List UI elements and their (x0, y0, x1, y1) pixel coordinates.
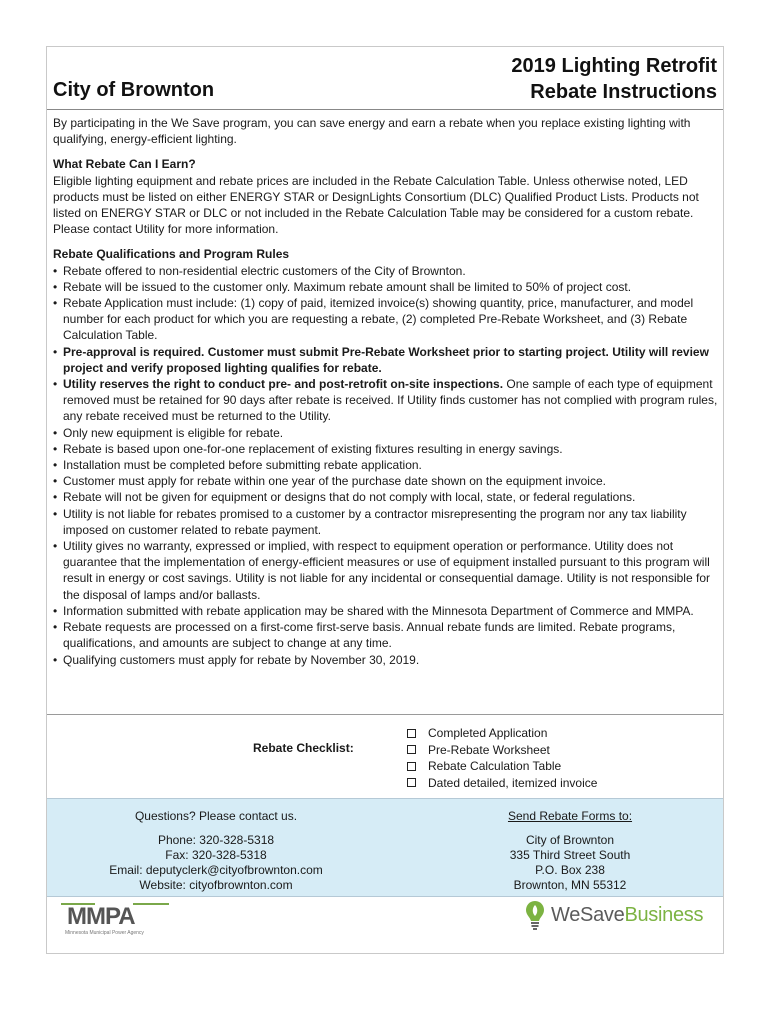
rule-text: Rebate requests are processed on a first-come first-serve basis. Annual rebate funds are limited. Rebate programs, qualifications, and amounts are subject to change at any time. (63, 620, 676, 651)
mmpa-logo-icon (61, 900, 171, 936)
city-name: City of Brownton (53, 79, 215, 101)
rule-item (53, 489, 719, 505)
rule-text: Rebate offered to non-residential electric customers of the City of Brownton. (63, 263, 466, 278)
document-page (46, 46, 724, 954)
bullet-icon: • (53, 441, 58, 456)
rule-bold-text: Pre-approval is required. Customer must submit Pre-Rebate Worksheet prior to starting project. Utility will review project and verify proposed lighting qualifies for rebate. (63, 344, 709, 375)
lightbulb-icon (525, 900, 545, 930)
bullet-icon: • (53, 620, 58, 635)
document-body (53, 115, 719, 668)
mailing-address (470, 809, 670, 893)
contact-fax: Fax: 320-328-5318 (165, 848, 267, 862)
rule-bold-text: Utility reserves the right to conduct pre- and post-retrofit on-site inspections. (63, 377, 504, 392)
rules-heading: Rebate Qualifications and Program Rules (53, 247, 290, 262)
checkbox-icon[interactable] (407, 762, 416, 771)
rule-text: Installation must be completed before submitting rebate application. (63, 458, 422, 473)
bullet-icon: • (53, 425, 58, 440)
rules-list (53, 263, 719, 668)
intro-paragraph: By participating in the We Save program, you can save energy and earn a rebate when you replace existing lighting with qualifying, energy-efficient lighting. (53, 116, 691, 147)
bullet-icon: • (53, 506, 58, 521)
rule-text: Information submitted with rebate application may be shared with the Minnesota Department of Commerce and MMPA. (63, 603, 694, 618)
rule-item (53, 376, 719, 425)
bullet-icon: • (53, 377, 58, 392)
rule-text: Rebate Application must include: (1) copy of paid, itemized invoice(s) showing quantity, price, manufacturer, and model number for each product for which you are requesting a rebate, (2) completed Pre-Rebate Worksheet, and (3) Rebate Calculation Table. (63, 296, 694, 343)
address-line-4: Brownton, MN 55312 (513, 878, 627, 892)
rule-item (53, 652, 719, 668)
bullet-icon: • (53, 458, 58, 473)
checkbox-icon[interactable] (407, 778, 416, 787)
wesave-business-logo (525, 900, 703, 930)
checklist-item[interactable]: Dated detailed, itemized invoice (407, 775, 597, 792)
rule-text: Rebate will not be given for equipment or designs that do not comply with local, state, or federal regulations. (63, 490, 636, 505)
checklist-label: Rebate Checklist: (253, 741, 354, 755)
contact-website[interactable]: Website: cityofbrownton.com (139, 878, 293, 892)
contact-heading: Questions? Please contact us. (134, 809, 298, 823)
rule-item (53, 603, 719, 619)
send-heading: Send Rebate Forms to: (507, 809, 633, 823)
checklist-items (407, 725, 597, 791)
rule-item (53, 441, 719, 457)
bullet-icon: • (53, 652, 58, 667)
bullet-icon: • (53, 474, 58, 489)
bullet-icon: • (53, 279, 58, 294)
bullet-icon: • (53, 263, 58, 278)
earn-paragraph: Eligible lighting equipment and rebate prices are included in the Rebate Calculation Table. Unless otherwise noted, LED products must be listed on either ENERGY STAR or DesignLights Consortium (DLC) Qualified Product Lists. Products not listed on ENERGY STAR or DLC or not included in the Rebate Calculation Table may be considered for a custom rebate. Please contact Utility for more information. (53, 173, 699, 237)
rule-item (53, 538, 719, 603)
wesave-business-text: WeSaveBusiness (551, 903, 704, 926)
svg-text:MMPA: MMPA (67, 903, 135, 930)
checklist-item[interactable]: Pre-Rebate Worksheet (407, 742, 597, 759)
bullet-icon: • (53, 490, 58, 505)
bullet-icon: • (53, 603, 58, 618)
rule-text: Rebate is based upon one-for-one replacement of existing fixtures resulting in energy savings. (63, 441, 563, 456)
rule-text: Rebate will be issued to the customer only. Maximum rebate amount shall be limited to 50% of project cost. (63, 279, 632, 294)
contact-section (47, 798, 723, 897)
contact-phone: Phone: 320-328-5318 (157, 833, 275, 847)
rule-text: Utility is not liable for rebates promised to a customer by a contractor misrepresenting the program nor any tax liability imposed on customer related to rebate payment. (63, 506, 687, 537)
checkbox-icon[interactable] (407, 729, 416, 738)
title-line-1: 2019 Lighting Retrofit (511, 55, 717, 77)
document-title (511, 53, 717, 105)
rule-text: One sample of each type of equipment removed must be retained for 90 days after rebate is received. If Utility finds customer has not complied with program rules, any rebate received must be returned to the Utility. (63, 377, 718, 424)
address-line-2: 335 Third Street South (509, 848, 631, 862)
bullet-icon: • (53, 296, 58, 311)
rule-item (53, 425, 719, 441)
contact-email[interactable]: Email: deputyclerk@cityofbrownton.com (109, 863, 323, 877)
rebate-checklist (47, 714, 723, 799)
rule-item (53, 506, 719, 538)
rule-item (53, 279, 719, 295)
rule-item (53, 473, 719, 489)
logo-bar (47, 896, 723, 954)
rule-text: Qualifying customers must apply for rebate by November 30, 2019. (63, 652, 420, 667)
svg-text:Minnesota Municipal Power Agen: Minnesota Municipal Power Agency (65, 930, 144, 936)
rule-item (53, 457, 719, 473)
contact-info (47, 809, 385, 893)
rule-text: Customer must apply for rebate within one year of the purchase date shown on the equipment invoice. (63, 474, 606, 489)
mmpa-logo (61, 900, 171, 941)
rule-item (53, 619, 719, 651)
checklist-item[interactable]: Completed Application (407, 725, 597, 742)
rule-item (53, 344, 719, 376)
address-line-3: P.O. Box 238 (535, 863, 605, 877)
rule-text: Utility gives no warranty, expressed or implied, with respect to equipment operation or performance. Utility does not guarantee that the implementation of energy-efficient measures or use of equipment installed pursuant to this program will result in energy or cost savings. Utility is not liable for any incidental or consequential damage. Utility is not responsible for the disposal of lamps and/or ballasts. (63, 539, 710, 602)
bullet-icon: • (53, 539, 58, 554)
bullet-icon: • (53, 344, 58, 359)
address-line-1: City of Brownton (525, 833, 615, 847)
rule-text: Only new equipment is eligible for rebate. (63, 425, 284, 440)
rule-item (53, 295, 719, 344)
rule-item (53, 263, 719, 279)
header (47, 47, 723, 110)
checklist-item[interactable]: Rebate Calculation Table (407, 758, 597, 775)
title-line-2: Rebate Instructions (530, 81, 717, 103)
earn-heading: What Rebate Can I Earn? (53, 157, 196, 172)
checkbox-icon[interactable] (407, 745, 416, 754)
